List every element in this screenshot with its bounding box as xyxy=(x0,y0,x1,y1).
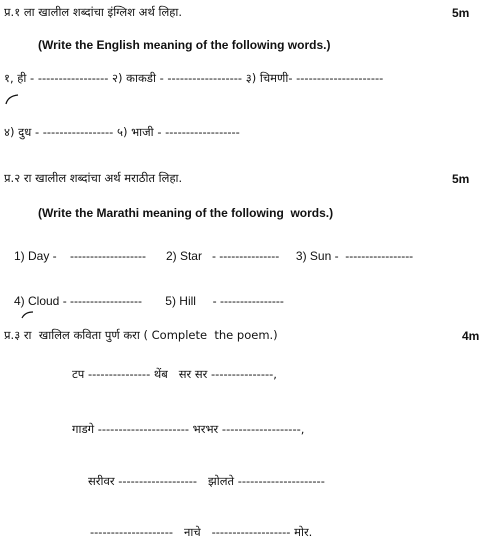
poem-line-3: सरीवर ------------------- झोलते --------------------- xyxy=(88,474,325,488)
q2-line-2: 4) Cloud - ------------------ 5) Hill - ---------------- xyxy=(14,294,284,308)
q3-marks: 4m xyxy=(462,329,480,343)
q2-heading: प्र.२ रा खालील शब्दांचा अर्थ मराठीत लिहा. xyxy=(4,171,183,185)
q2-marks: 5m xyxy=(452,172,470,186)
q1-line-2: ४) दुध - ----------------- ५) भाजी - ------------------ xyxy=(4,125,240,139)
poem-line-1: टप --------------- थेंब सर सर ---------------, xyxy=(72,367,277,381)
q1-marks: 5m xyxy=(452,6,470,20)
q3-heading: प्र.३ रा खालिल कविता पुर्ण करा ( Complete the poem.) xyxy=(4,328,278,342)
q1-heading: प्र.१ ला खालील शब्दांचा इंग्लिश अर्थ लिहा. xyxy=(4,5,182,19)
q2-line-1: 1) Day - ------------------- 2) Star - --------------- 3) Sun - ----------------- xyxy=(14,249,414,263)
q2-instruction: (Write the Marathi meaning of the following words.) xyxy=(38,206,334,220)
q1-instruction: (Write the English meaning of the following words.) xyxy=(38,38,331,52)
pen-tick-mark xyxy=(20,310,36,320)
poem-line-2: गाडगे ---------------------- भरभर -------------------, xyxy=(72,422,305,436)
q1-line-1: १, ही - ----------------- २) काकडी - ------------------ ३) चिमणी- --------------------- xyxy=(4,71,384,85)
poem-line-4: -------------------- नाचे ------------------- मोर. xyxy=(90,525,313,539)
pen-tick-mark xyxy=(4,92,24,106)
